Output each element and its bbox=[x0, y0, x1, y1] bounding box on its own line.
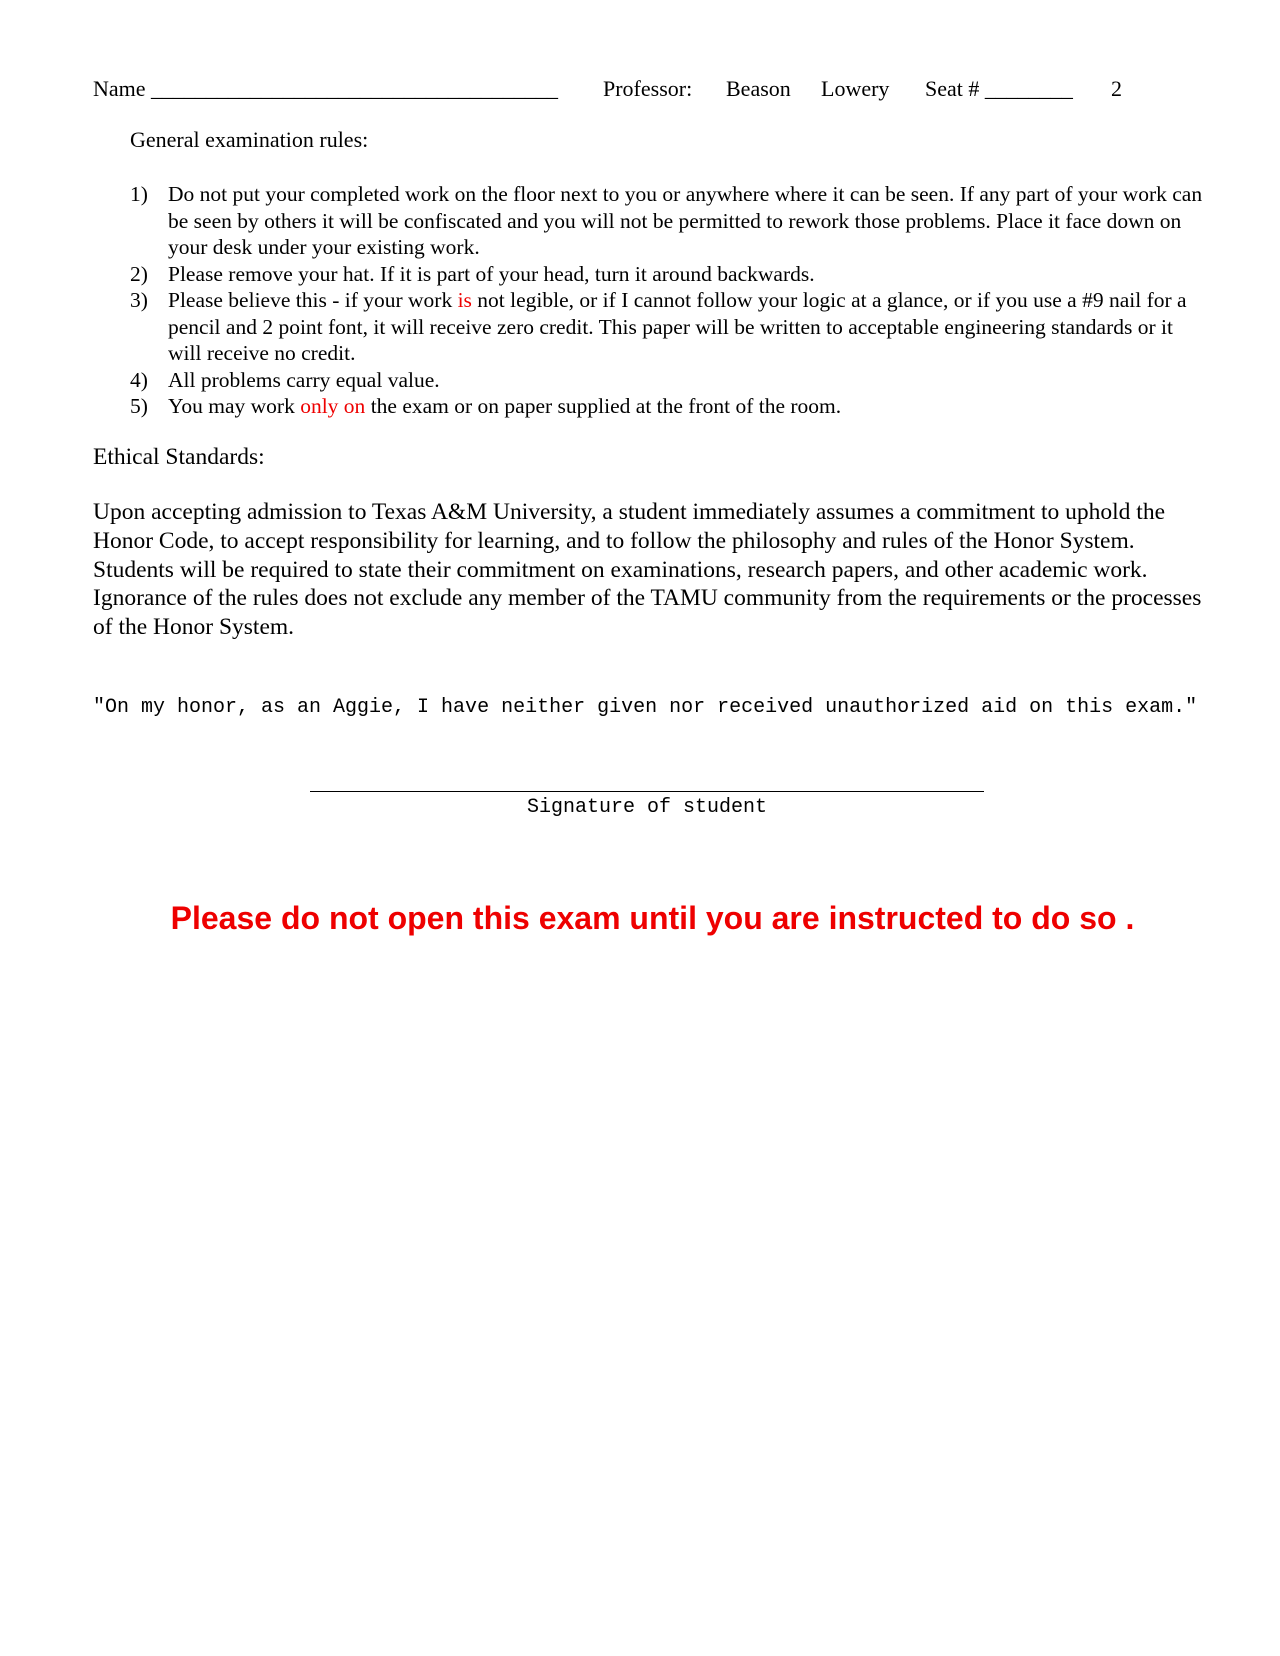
rule-highlight: only on bbox=[300, 394, 366, 418]
rule-highlight: is bbox=[457, 288, 472, 312]
seat-field bbox=[925, 73, 1073, 105]
rule-item bbox=[130, 181, 1210, 261]
rule-number: 4) bbox=[130, 367, 148, 392]
rule-text bbox=[168, 393, 1210, 420]
seat-blank: ________ bbox=[984, 76, 1073, 101]
name-blank: _____________________________________ bbox=[151, 76, 559, 101]
rule-item bbox=[130, 367, 1210, 394]
ethics-body: Upon accepting admission to Texas A&M University, a student immediately assumes a commitment to uphold the Honor Code, to accept responsibility for learning, and to follow the philosophy and rules of the Honor System. Students will be required to state their commitment on examinations, research papers, and other academic work. Ignorance of the rules does not exclude any member of the TAMU community from the requirements or the processes of the Honor System. bbox=[93, 499, 1202, 641]
rule-text-part: the exam or on paper supplied at the front of the room. bbox=[365, 394, 842, 418]
rule-number: 1) bbox=[130, 182, 148, 206]
rules-list bbox=[130, 181, 1210, 420]
rule-number: 2) bbox=[130, 261, 148, 286]
rule-item bbox=[130, 261, 1210, 288]
name-field bbox=[93, 73, 558, 105]
rule-number: 5) bbox=[130, 394, 148, 418]
page-number: 2 bbox=[1111, 76, 1122, 101]
ethics-title: Ethical Standards: bbox=[93, 444, 265, 470]
rule-number: 3) bbox=[130, 288, 148, 312]
name-label: Name bbox=[93, 76, 146, 101]
rule-text: All problems carry equal value. bbox=[168, 367, 440, 392]
rule-item bbox=[130, 287, 1210, 367]
signature-label: Signature of student bbox=[526, 796, 768, 819]
signature-line bbox=[310, 791, 984, 792]
rule-text bbox=[168, 287, 1210, 367]
do-not-open-warning: Please do not open this exam until you are instructed to do so . bbox=[170, 900, 1135, 936]
professor-option-beason: Beason bbox=[726, 76, 791, 101]
professor-option-lowery: Lowery bbox=[821, 76, 890, 101]
honor-pledge: "On my honor, as an Aggie, I have neither given nor received unauthorized aid on this exam." bbox=[93, 696, 1198, 719]
rules-title: General examination rules: bbox=[130, 127, 369, 152]
rule-text-part: Please believe this - if your work bbox=[168, 288, 458, 312]
rule-text: Do not put your completed work on the floor next to you or anywhere where it can be seen. If any part of your work can be seen by others it will be confiscated and you will not be permitted to rework those problems. Place it face down on your desk under your existing work. bbox=[168, 182, 1203, 259]
rule-text: Please remove your hat. If it is part of your head, turn it around backwards. bbox=[168, 261, 815, 286]
rule-text-part: You may work bbox=[168, 394, 301, 418]
rule-text-part: not legible, or if I cannot follow your logic at a glance, or if you use a #9 nail for a pencil and 2 point font, it will receive zero credit. This paper will be written to acceptable engineering standards or it will receive no credit. bbox=[168, 288, 1187, 365]
rule-item bbox=[130, 393, 1210, 420]
seat-label: Seat # bbox=[925, 76, 980, 101]
professor-label: Professor: bbox=[603, 76, 693, 101]
